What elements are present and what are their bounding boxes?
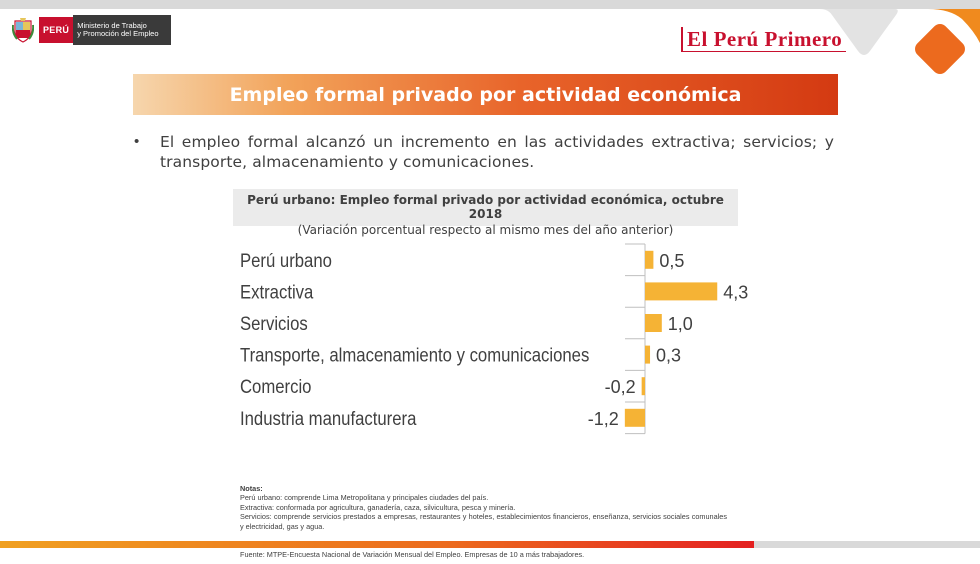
peru-label: PERÚ <box>39 17 73 43</box>
bullet-text: El empleo formal alcanzó un incremento en las actividades extractiva; servicios; y transporte, almacenamiento y comunicaciones. <box>160 133 834 171</box>
data-label: 0,5 <box>659 250 685 271</box>
bar <box>645 314 662 332</box>
bar <box>645 251 653 269</box>
slide-title-banner <box>133 74 838 115</box>
top-strip <box>0 0 980 9</box>
category-label: Industria manufacturera <box>240 407 417 430</box>
note-line-2: Extractiva: conformada por agricultura, ganadería, caza, silvicultura, pesca y minería. <box>240 502 516 512</box>
category-label: Servicios <box>240 313 308 335</box>
decorative-diamonds <box>820 9 980 89</box>
data-label: -0,2 <box>604 377 636 398</box>
bar-chart <box>230 238 750 438</box>
data-label: 1,0 <box>667 314 693 334</box>
ministry-line-2: y Promoción del Empleo <box>77 29 159 38</box>
notes-block <box>240 484 727 531</box>
chart-title: Perú urbano: Empleo formal privado por actividad económica, octubre 2018 <box>247 193 724 221</box>
category-label: Comercio <box>240 376 312 398</box>
data-label: 0,3 <box>656 345 682 366</box>
source-note: Fuente: MTPE-Encuesta Nacional de Variación Mensual del Empleo. Empresas de 10 a más trabajadores. <box>240 550 585 559</box>
note-line-3: Servicios: comprende servicios prestados a empresas, restaurantes y hoteles, establecimientos financieros, enseñanza, servicios sociales comunales y electricidad, gas y agua. <box>240 512 727 531</box>
bottom-bar-orange <box>0 541 754 548</box>
category-label: Transporte, almacenamiento y comunicaciones <box>240 344 590 366</box>
data-label: 4,3 <box>723 282 749 303</box>
bar <box>625 409 645 427</box>
category-label: Extractiva <box>240 281 314 303</box>
data-label: -1,2 <box>587 408 619 429</box>
coat-of-arms-icon <box>12 17 34 43</box>
notes-title: Notas: <box>240 484 263 493</box>
bar <box>645 282 717 300</box>
bar <box>642 377 645 395</box>
bullet-dot: • <box>134 133 140 150</box>
bar <box>645 346 650 364</box>
ministry-logo <box>12 15 171 45</box>
chart-header <box>233 189 738 237</box>
bottom-bar-grey <box>754 541 980 548</box>
note-line-1: Perú urbano: comprende Lima Metropolitana y principales ciudades del país. <box>240 493 489 503</box>
chart-subtitle: (Variación porcentual respecto al mismo mes del año anterior) <box>297 223 674 237</box>
ministry-line-1: Ministerio de Trabajo <box>77 21 147 30</box>
category-label: Perú urbano <box>240 249 332 272</box>
brand-logo: El Perú Primero <box>681 27 846 52</box>
bottom-accent-bar <box>0 541 980 548</box>
ministry-name <box>73 15 171 45</box>
slide-title: Empleo formal privado por actividad económica <box>229 83 742 106</box>
